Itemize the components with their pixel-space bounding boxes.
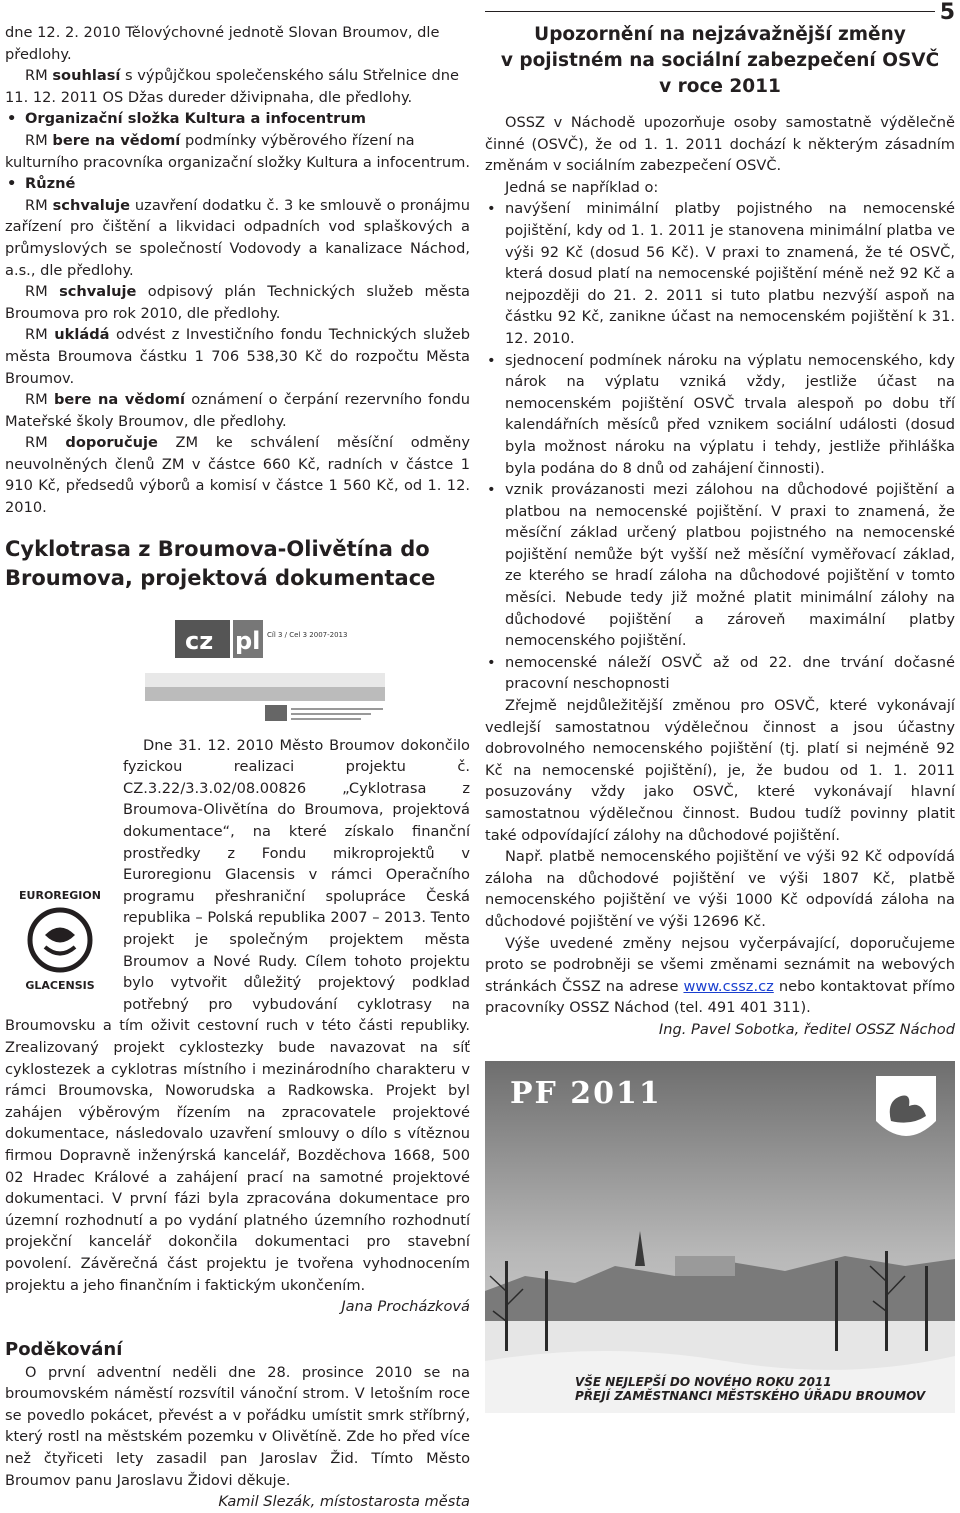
article-title: Upozornění na nejzávažnější změny v pojistném na sociální zabezpečení OSVČ v roce 2011 <box>500 24 940 97</box>
paragraph: RM souhlasí s výpůjčkou společenského sálu Střelnice dne 11. 12. 2011 OS Džas dureder dživipnaha, dle předlohy. <box>5 67 459 106</box>
paragraph: Výše uvedené změny nejsou vyčerpávající, doporučujeme proto se podrobněji se všemi změnami seznámit na webových stránkách ČSSZ na adrese www.cssz.cz nebo kontaktovat přímo pracovníky OSSZ Náchod (tel. 491 401 311). <box>485 934 955 1017</box>
swan-crest-icon <box>871 1071 941 1151</box>
header-rule <box>485 11 935 12</box>
pf-photo <box>485 1061 955 1413</box>
flag-stripe <box>145 673 385 701</box>
paragraph: O první adventní neděli dne 28. prosince 2010 se na broumovském náměstí rozsvítil vánoční strom. V letošním roce se povedlo pokácet, převést a v pořádku umístit smrk stříbrný, který rostl na městském pozemku v Olivětíně. Zde ho před více než čtyřiceti lety zasadil pan Jaroslav Žid. Tímto Město Broumov panu Jaroslavu Židovi děkuje. <box>5 1363 470 1489</box>
program-logo <box>145 615 385 725</box>
svg-text:pl: pl <box>235 626 261 655</box>
paragraph: Např. platbě nemocenského pojištění ve výši 92 Kč odpovídá záloha na důchodové pojištění ve výši 1807 Kč, platbě nemocenského pojištění ve výši 1000 Kč odpovídá záloha na důchodové pojištění ve výši 12696 Kč. <box>485 848 955 930</box>
signature: Ing. Pavel Sobotka, ředitel OSSZ Náchod <box>658 1020 955 1038</box>
paragraph: dne 12. 2. 2010 Tělovýchovné jednotě Slovan Broumov, dle předlohy. <box>5 24 440 63</box>
svg-text:GLACENSIS: GLACENSIS <box>25 978 95 992</box>
bullet-heading: • Organizační složka Kultura a infocentrum <box>5 108 470 130</box>
left-column <box>5 22 470 1513</box>
signature: Kamil Slezák, místostarosta města <box>218 1493 470 1511</box>
list-item: • navýšení minimální platby pojistného na nemocenské pojištění, kdy od 1. 1. 2011 je stanovena minimální platba ve výši 92 Kč (dosud 56 Kč). V praxi to znamená, že té OSVČ, která dosud platí na nemocenské pojištění méně než 92 Kč a nejpozději do 21. 2. 2011 si tuto platbu nezvýší aspoň na částku 92 Kč, zanikne účast na nemocenském pojištění k 31. 12. 2010. <box>485 198 955 349</box>
section-title-cyklotrasa: Cyklotrasa z Broumova-Olivětína do Broumova, projektová dokumentace <box>5 536 436 590</box>
signature: Jana Procházková <box>341 1298 470 1316</box>
paragraph: Jedná se například o: <box>505 178 659 196</box>
section-title-podekovani: Poděkování <box>5 1338 123 1360</box>
list-item: • vznik provázanosti mezi zálohou na důchodové pojištění a platbou na nemocenské pojištění. V praxi to znamená, že měsíční základ určený platbou pojistného na nemocenské pojištění nemůže být vyšší než měsíční vyměřovací základ, ze kterého se hradí záloha na důchodové pojištění v tomto měsíci. Nebude tedy již možné platit minimální zálohy na důchodové pojištění a zároveň maximální platby nemocenského pojištění. <box>485 479 955 652</box>
svg-text:cz: cz <box>185 626 214 655</box>
paragraph: RM bere na vědomí podmínky výběrového řízení na kulturního pracovníka organizační složky Kultura a infocentrum. <box>5 131 470 171</box>
eu-flag-icon <box>265 705 385 723</box>
paragraph: RM schvaluje odpisový plán Technických služeb města Broumova pro rok 2010, dle předlohy. <box>5 283 470 322</box>
list-item: • sjednocení podmínek nároku na výplatu nemocenského, kdy nárok na výplatu vzniká vždy, jestliže účast na nemocenském pojištění OSVČ trvala alespoň po dobu tří kalendářních měsíců před vznikem sociální události (dosud byla možnost nároku na výplatu i tehdy, jestliže přihláška byla podána do 8 dnů od zahájení činnosti). <box>485 350 955 480</box>
page-number: 5 <box>939 0 955 25</box>
pf-title: PF 2011 <box>510 1075 662 1111</box>
paragraph: EUROREGION GLACENSIS Dne 31. 12. 2010 Město Broumov dokončilo fyzickou realizaci projektu č. CZ.3.22/3.3.02/08.00826 „Cyklotrasa z Broumova-Olivětína do Broumova, projektová dokumentace“, na které získalo finanční prostředky z Fondu mikroprojektů v Euroregionu Glacensis v rámci Operačního programu přeshraniční spolupráce Česká republika – Polská republika 2007 – 2013. Tento projekt je společným projektem města Broumov a Nové Rudy. Cílem tohoto projektu bylo vytvořit důležitý projektový podklad potřebný pro vybudování cyklotrasy na Broumovsku a tím oživit cestovní ruch v této části republiky. Zrealizovaný projekt cyklostezky bude navazovat na síť cyklostezek a cyklotras místního i mezinárodního charakteru v rámci Broumovska, Noworudska a Radkowska. Projekt byl zahájen výběrovým řízením na zpracovatele projektové dokumentace, následovalo uzavření smlouvy o dílo s vítěznou firmou Dopravně inženýrská kancelář, Bozděchova 1668, 500 02 Hradec Králové a zahájení prací na samotné projektové dokumentaci. V první fázi byla zpracována dokumentace pro územní rozhodnutí a po vydání platného územního rozhodnutí projekční kancelář dokončila dokumentaci pro stavební povolení. Závěrečná část projektu je tvořena vyhodnocením projektu a jeho finančním i faktickým ukončením. <box>5 736 470 1294</box>
cz-pl-logo-icon <box>175 615 348 665</box>
paragraph: Zřejmě nejdůležitější změnou pro OSVČ, které vykonávají vedlejší samostatnou výdělečnou činnost a jsou účastny dobrovolného nemocenského pojištění (tj. platí si nejméně 92 Kč na nemocenské pojištění), je, že budou od 1. 1. 2011 posuzovány vždy jako OSVČ, které vykonávají hlavní samostatnou výdělečnou činnost. Budou tudíž povinny platit také odpovídající zálohy na důchodové pojištění. <box>485 697 955 844</box>
bullet-heading: • Různé <box>5 173 470 195</box>
paragraph: RM bere na vědomí oznámení o čerpání rezervního fondu Mateřské školy Broumov, dle předlohy. <box>5 391 470 430</box>
list-item: • nemocenské náleží OSVČ až od 22. dne trvání dočasné pracovní neschopnosti <box>485 652 955 695</box>
paragraph: OSSZ v Náchodě upozorňuje osoby samostatně výdělečně činné (OSVČ), že od 1. 1. 2011 dochází k některým zásadním změnám v sociálním zabezpečení OSVČ. <box>485 114 955 175</box>
svg-text:EUROREGION: EUROREGION <box>19 888 101 902</box>
photo-caption: VŠE NEJLEPŠÍ DO NOVÉHO ROKU 2011 PŘEJÍ ZAMĚSTNANCI MĚSTSKÉHO ÚŘADU BROUMOV <box>575 1374 926 1403</box>
svg-text:Cíl 3 / Cel 3 2007-2013: Cíl 3 / Cel 3 2007-2013 <box>267 630 348 639</box>
cssz-link[interactable]: www.cssz.cz <box>683 977 774 995</box>
paragraph: RM ukládá odvést z Investičního fondu Technických služeb města Broumova částku 1 706 538,30 Kč do rozpočtu Města Broumov. <box>5 326 470 387</box>
paragraph: RM doporučuje ZM ke schválení měsíční odměny neuvolněných členů ZM v částce 660 Kč, radních v částce 1 910 Kč, předsedů výborů a komisí v částce 1 560 Kč, od 1. 12. 2010. <box>5 434 470 517</box>
paragraph: RM schvaluje uzavření dodatku č. 3 ke smlouvě o pronájmu zařízení pro čištění a likvidaci odpadních vod splaškových a průmyslových se společností Vodovody a kanalizace Náchod, a.s., dle předlohy. <box>5 196 470 279</box>
euroregion-glacensis-logo-icon <box>5 885 115 995</box>
right-column <box>485 22 955 1413</box>
